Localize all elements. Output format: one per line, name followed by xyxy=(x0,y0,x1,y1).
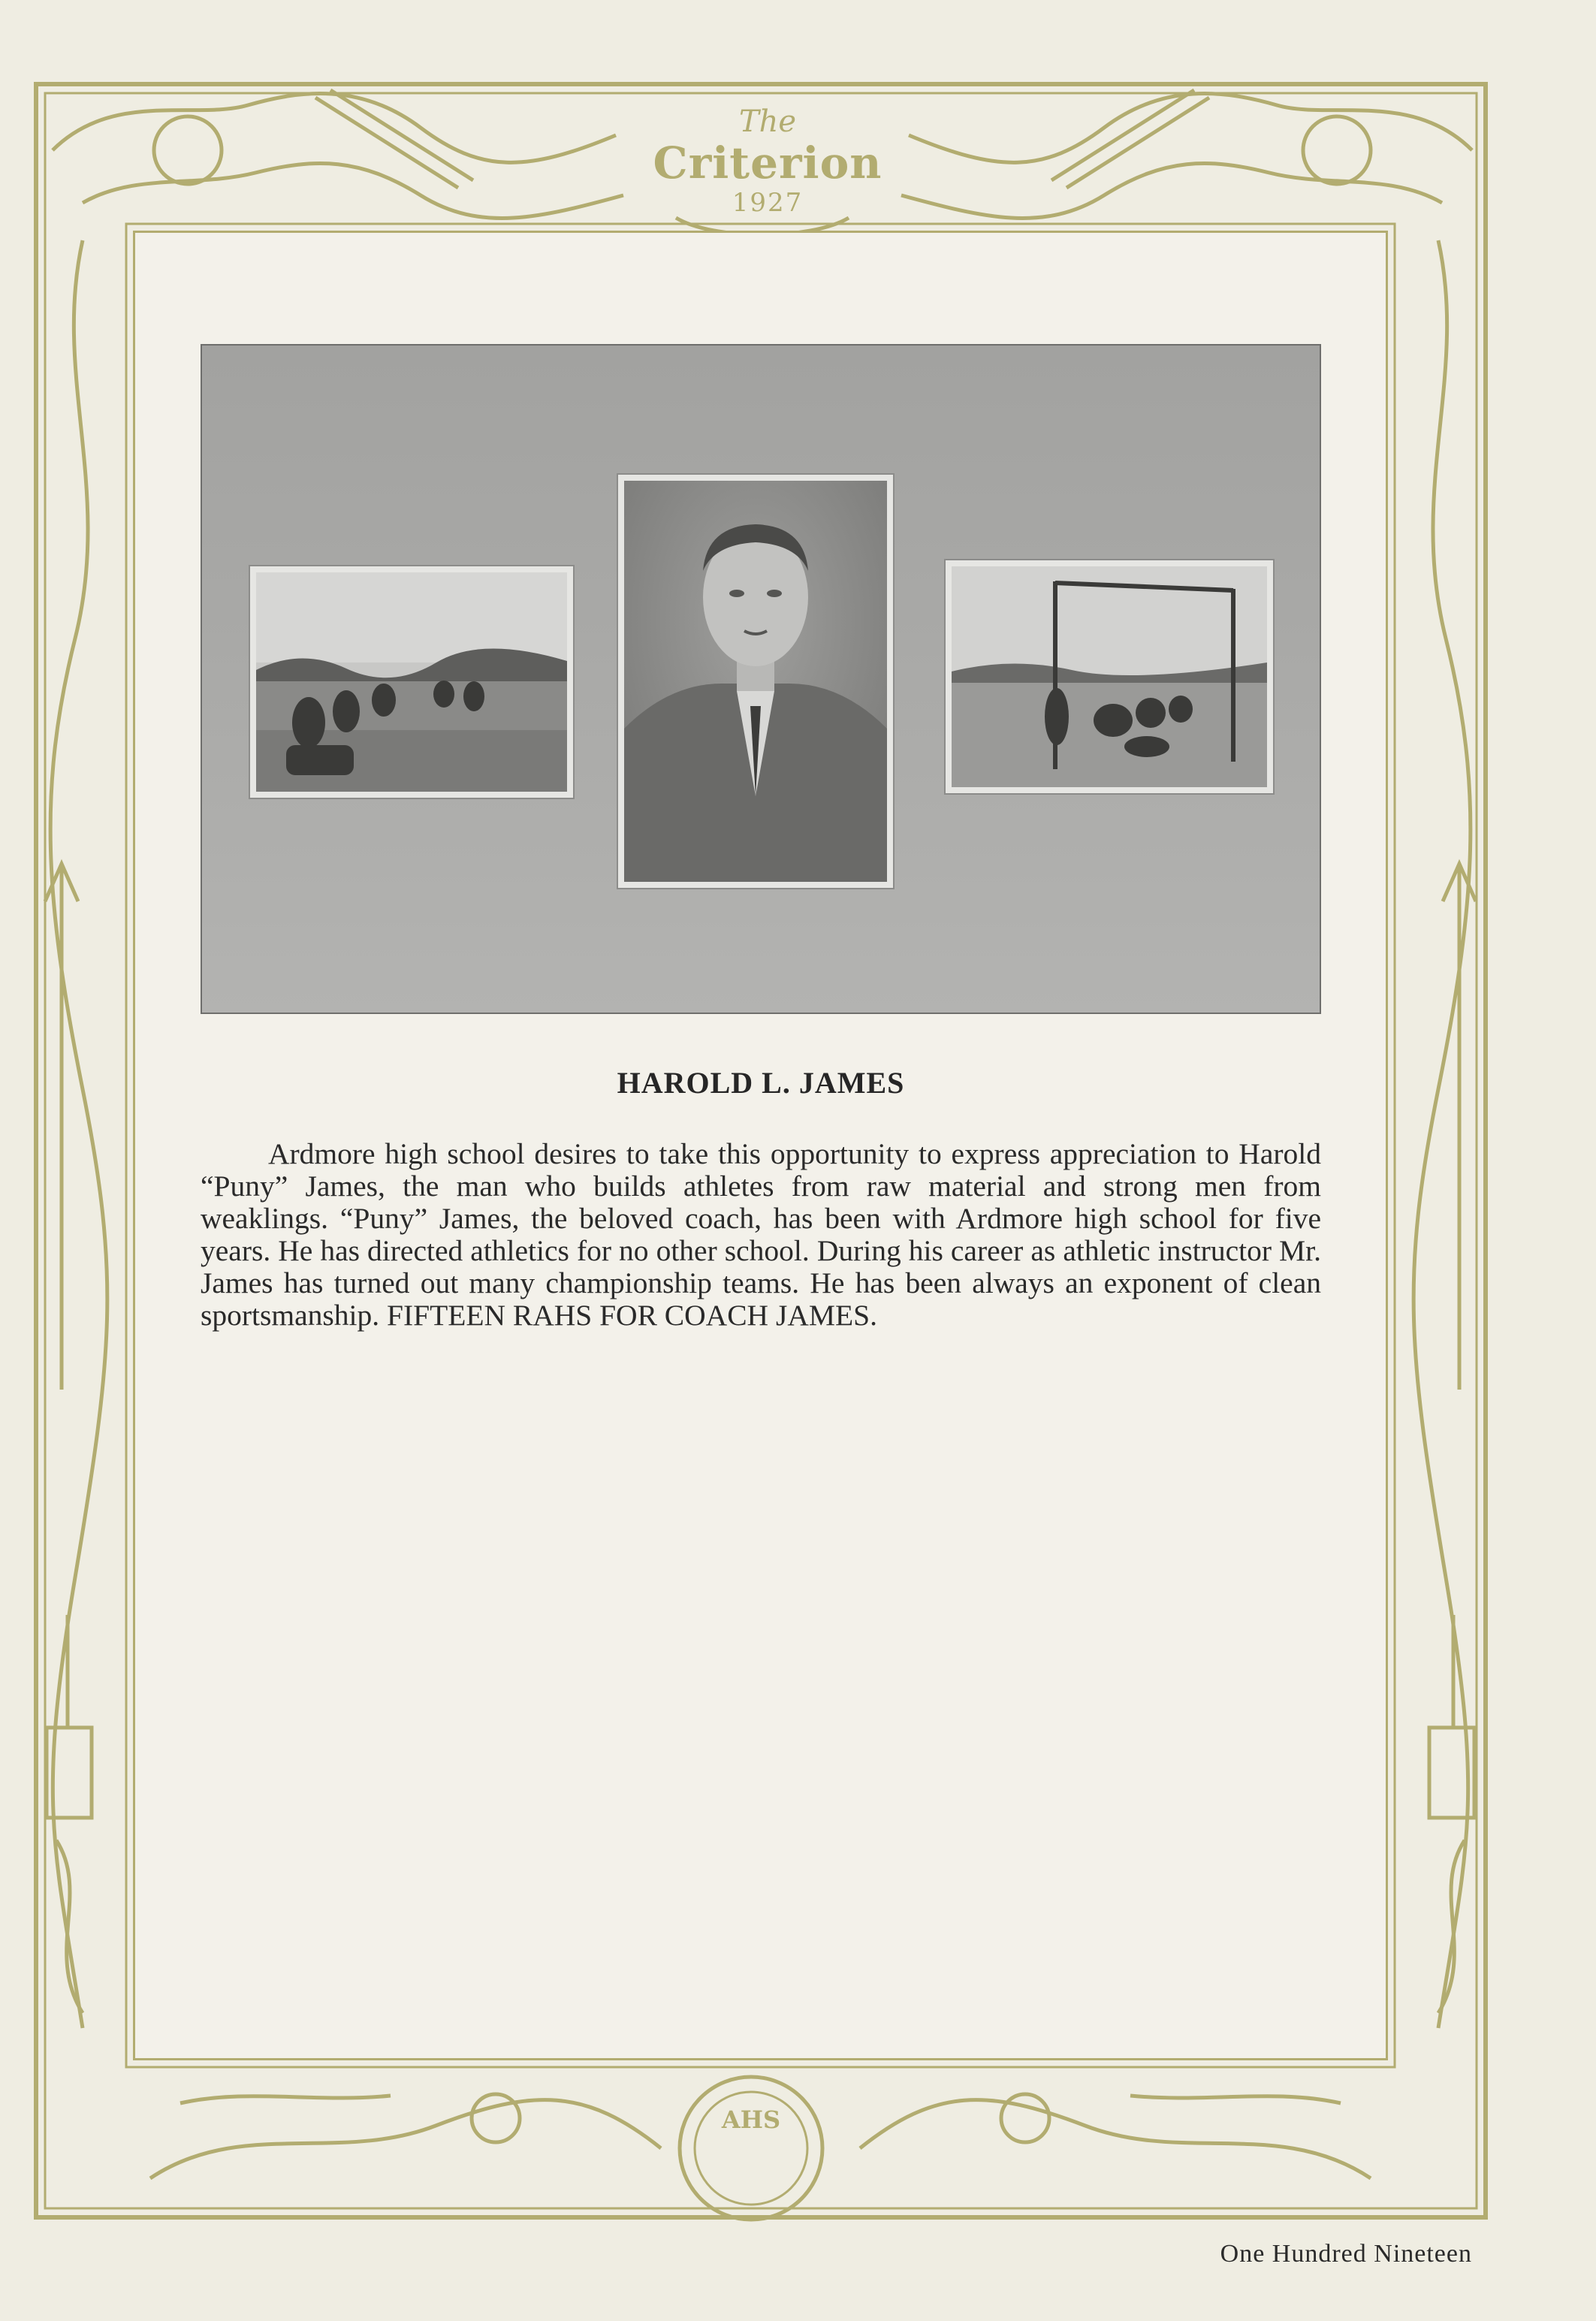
masthead-the: The xyxy=(738,104,797,139)
goalpost-practice-photo xyxy=(946,560,1273,793)
masthead xyxy=(647,105,888,233)
ahs-seal xyxy=(668,2084,834,2235)
article-title: HAROLD L. JAMES xyxy=(617,1066,905,1100)
seal-letters: AHS xyxy=(721,2105,781,2134)
photo-plate xyxy=(201,344,1321,1014)
coach-portrait-photo xyxy=(618,475,893,888)
football-practice-photo xyxy=(250,566,573,798)
article-body: Ardmore high school desires to take this opportunity to express appreciation to Harold “Puny” James, the man who builds athletes from raw material and strong men from weaklings. “Puny” James, the beloved coach, has been with Ardmore high school for five years. He has directed athletics for no other school. During his career as athletic instructor Mr. James has turned out many championship teams. He has been always an exponent of clean sportsmanship. FIFTEEN RAHS FOR COACH JAMES. xyxy=(201,1137,1321,1332)
page-number: One Hundred Nineteen xyxy=(1220,2240,1472,2268)
masthead-year: 1927 xyxy=(732,188,804,218)
masthead-title: Criterion xyxy=(653,137,882,189)
